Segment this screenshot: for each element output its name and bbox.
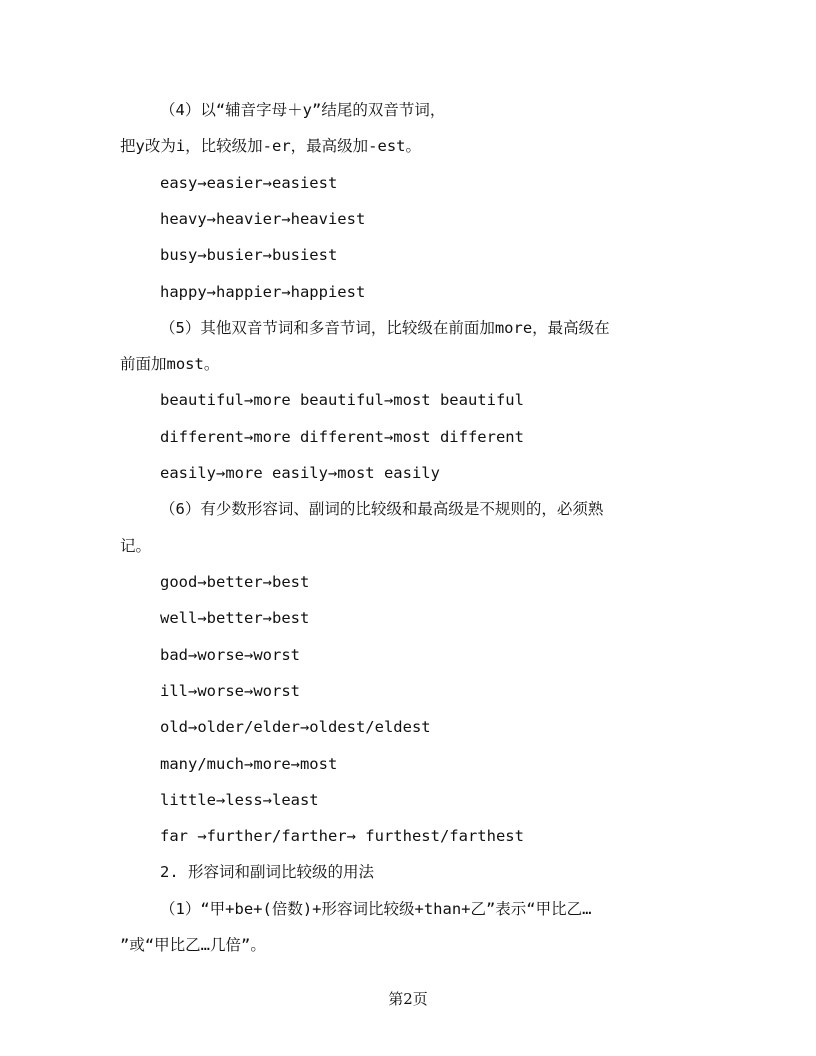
example-line: easy→easier→easiest <box>160 174 338 192</box>
rule-4-heading: （4）以“辅音字母＋y”结尾的双音节词， <box>160 101 446 119</box>
example-line: bad→worse→worst <box>160 646 300 664</box>
example-line: different→more different→most different <box>160 428 524 446</box>
example-line: far →further/farther→ furthest/farthest <box>160 827 524 845</box>
example-line: good→better→best <box>160 573 310 591</box>
usage-1-heading: （1）“甲+be+(倍数)+形容词比较级+than+乙”表示“甲比乙… <box>160 900 592 918</box>
example-line: old→older/elder→oldest/eldest <box>160 718 431 736</box>
example-line: beautiful→more beautiful→most beautiful <box>160 391 524 409</box>
page-number: 第2页 <box>388 990 428 1008</box>
rule-6-heading: （6）有少数形容词、副词的比较级和最高级是不规则的，必须熟 <box>160 500 604 518</box>
rule-5-heading-cont: 前面加most。 <box>120 355 220 373</box>
rule-6-heading-cont: 记。 <box>120 537 152 555</box>
example-line: easily→more easily→most easily <box>160 464 440 482</box>
example-line: little→less→least <box>160 791 319 809</box>
rule-4-heading-cont: 把y改为i，比较级加-er，最高级加-est。 <box>120 137 421 155</box>
rule-5-heading: （5）其他双音节词和多音节词，比较级在前面加more，最高级在 <box>160 319 610 337</box>
example-line: happy→happier→happiest <box>160 283 366 301</box>
usage-1-heading-cont: ”或“甲比乙…几倍”。 <box>120 936 266 954</box>
example-line: ill→worse→worst <box>160 682 300 700</box>
example-line: many/much→more→most <box>160 755 338 773</box>
example-line: heavy→heavier→heaviest <box>160 210 366 228</box>
example-line: busy→busier→busiest <box>160 246 338 264</box>
example-line: well→better→best <box>160 609 310 627</box>
section-2-heading: 2. 形容词和副词比较级的用法 <box>160 863 374 881</box>
